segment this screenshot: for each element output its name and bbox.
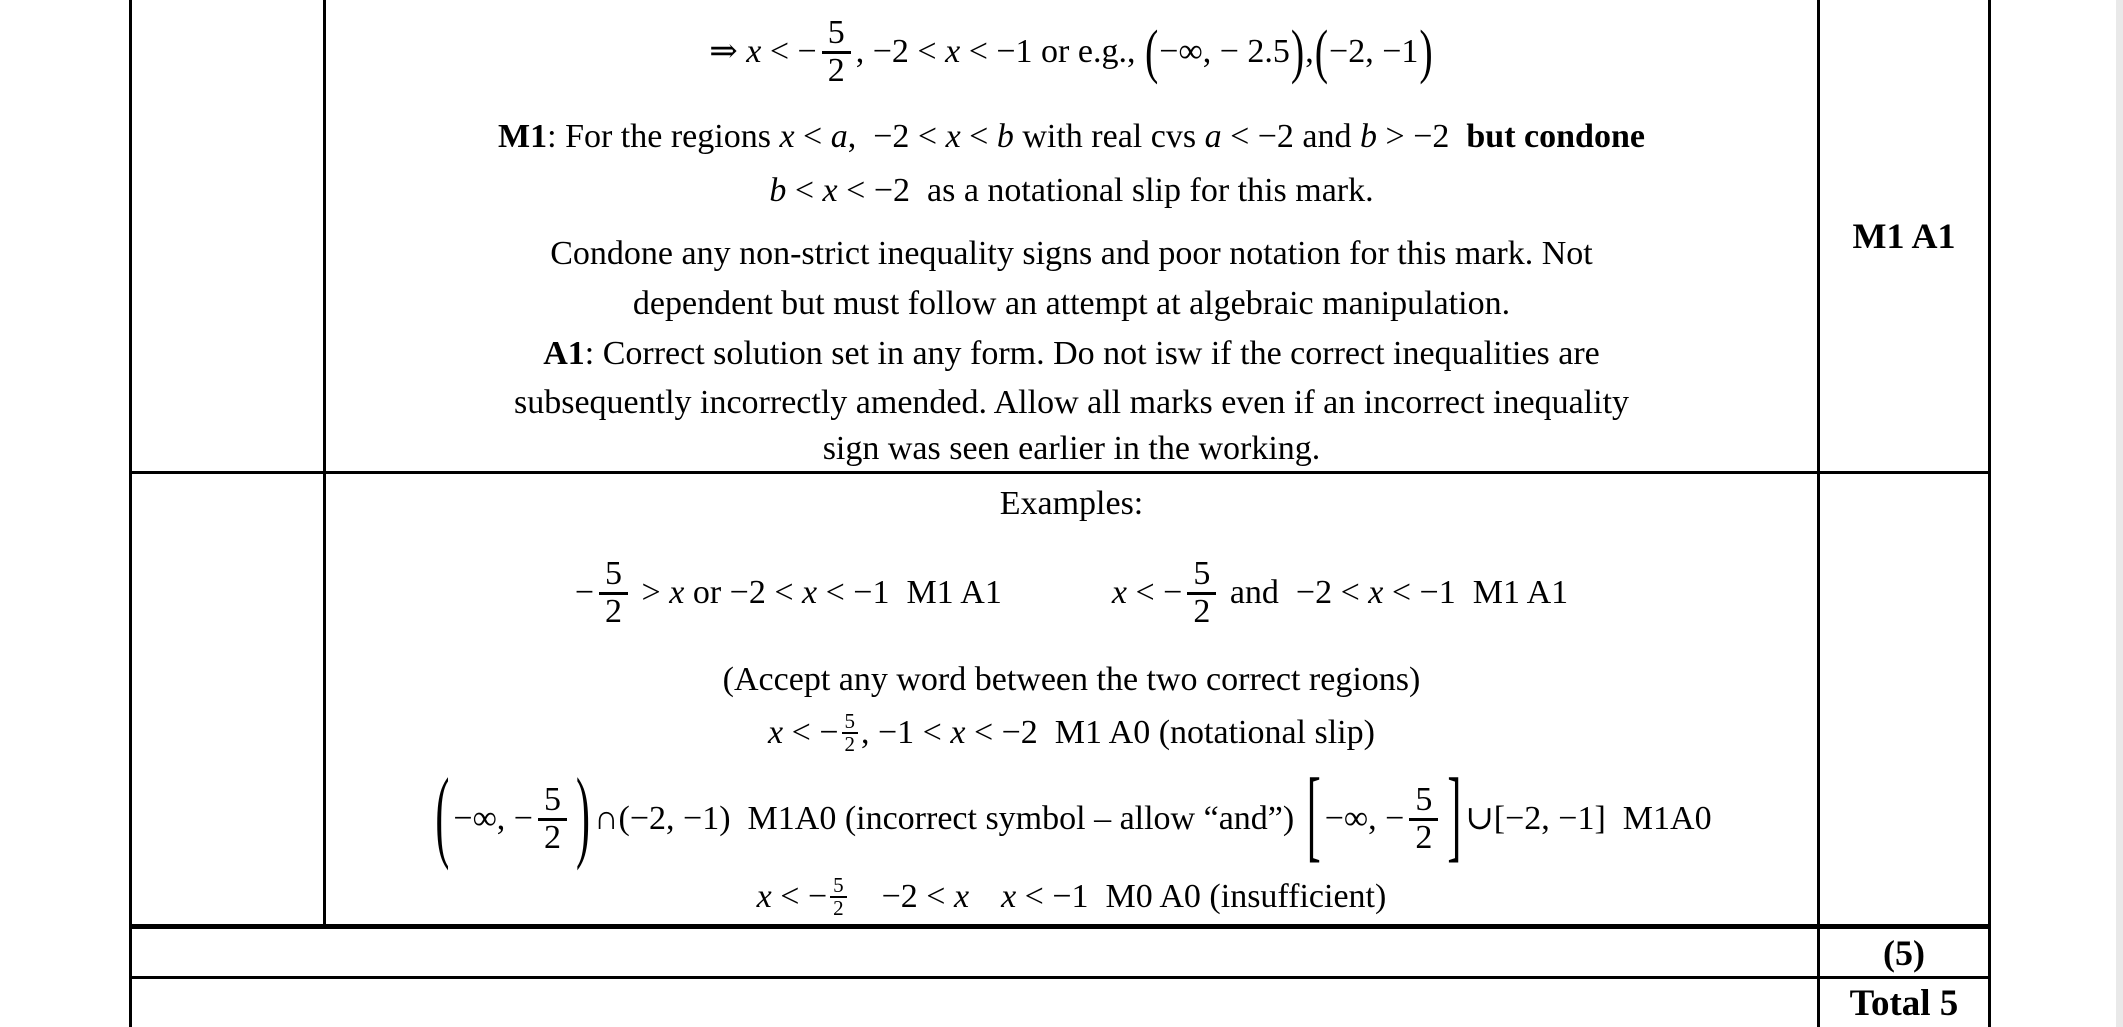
- text-run: < −1 M1 A1: [817, 573, 1002, 611]
- text-run: <: [786, 171, 823, 209]
- fraction-denominator: 2: [844, 732, 855, 756]
- fraction: [538, 780, 567, 856]
- text-run: < −1 M0 A0 (insufficient): [1016, 877, 1387, 915]
- math-line-notational-slip: [326, 702, 1817, 764]
- text-run: −: [574, 573, 595, 611]
- fraction-denominator: 2: [543, 818, 561, 856]
- spacer: [969, 897, 1001, 898]
- text-run: −∞, −: [453, 799, 533, 837]
- bold-text: A1: [543, 334, 585, 372]
- spacer: [1002, 593, 1112, 594]
- fraction: [1187, 554, 1216, 630]
- text-run: and −2 <: [1221, 573, 1369, 611]
- text-run: sign was seen earlier in the working.: [822, 429, 1321, 467]
- bold-text: but condone: [1457, 117, 1645, 155]
- big-delimiter: ): [1419, 18, 1433, 86]
- text-run: subsequently incorrectly amended. Allow all marks even if an incorrect inequality: [513, 383, 1630, 421]
- text-line-a1-note-2: [326, 381, 1817, 425]
- text-run: Examples:: [999, 484, 1144, 522]
- text-run: >: [633, 573, 670, 611]
- spacer: [850, 897, 882, 898]
- text-run: < −: [761, 32, 817, 70]
- text-run: ∩(−2, −1) M1A0 (incorrect symbol – allow “and”): [593, 799, 1303, 837]
- math-variable: a: [1204, 117, 1222, 155]
- text-run: : Correct solution set in any form. Do not isw if the correct inequalities are: [584, 334, 1600, 372]
- fraction: [599, 554, 628, 630]
- fraction-denominator: 2: [605, 592, 623, 630]
- math-variable: x: [950, 713, 966, 751]
- text-run: ⇒: [709, 32, 747, 70]
- text-run: with real cvs: [1013, 117, 1205, 155]
- big-delimiter: ): [1290, 18, 1305, 86]
- text-run: −∞, − 2.5: [1159, 32, 1290, 70]
- marks-cell-row1: [1820, 0, 1988, 471]
- math-variable: x: [779, 117, 795, 155]
- text-run: ∪[−2, −1] M1A0: [1465, 799, 1712, 837]
- math-variable: x: [1368, 573, 1384, 611]
- math-variable: x: [1001, 877, 1017, 915]
- fraction-numerator: 5: [599, 557, 628, 595]
- fraction: [842, 711, 859, 755]
- text-run: (Accept any word between the two correct regions): [722, 660, 1421, 698]
- math-variable: x: [1111, 573, 1127, 611]
- fraction-denominator: 2: [1193, 592, 1211, 630]
- math-line-insufficient: [326, 870, 1817, 924]
- tall-delimiter: ]: [1447, 760, 1462, 874]
- question-total-value: (5): [1883, 932, 1925, 973]
- math-line-m1-note: [326, 114, 1817, 160]
- text-run: Condone any non-strict inequality signs and poor notation for this mark. Not: [550, 234, 1593, 272]
- math-variable: b: [1360, 117, 1378, 155]
- fraction: [830, 875, 847, 919]
- math-variable: b: [769, 171, 787, 209]
- text-run: < −1 M1 A1: [1383, 573, 1569, 611]
- math-variable: x: [756, 877, 772, 915]
- big-delimiter: (: [1314, 18, 1329, 86]
- question-number-cell: [132, 0, 323, 926]
- fraction: [822, 13, 851, 89]
- text-run: −∞, −: [1324, 799, 1405, 837]
- math-variable: x: [746, 32, 762, 70]
- bold-text: M1: [498, 117, 548, 155]
- text-run: > −2: [1377, 117, 1458, 155]
- examples-cell: [326, 474, 1817, 924]
- tall-delimiter: ): [575, 760, 590, 874]
- criteria-cell: [326, 0, 1817, 471]
- text-run: < −: [771, 877, 828, 915]
- text-run: < −2 and: [1221, 117, 1361, 155]
- math-variable: x: [669, 573, 685, 611]
- page-edge-strip: [2116, 0, 2123, 1027]
- text-run: dependent but must follow an attempt at algebraic manipulation.: [632, 284, 1511, 322]
- text-run: −2 <: [881, 877, 954, 915]
- text-run: ,: [1305, 32, 1314, 70]
- text-line-examples-heading: [326, 482, 1817, 526]
- text-run: −2, −1: [1329, 32, 1419, 70]
- math-line-condone-slip: [326, 168, 1817, 214]
- marks-cell-question-total: [1820, 929, 1988, 976]
- big-delimiter: (: [1144, 18, 1159, 86]
- tall-delimiter: (: [435, 760, 450, 874]
- text-run: , −2 <: [855, 32, 946, 70]
- text-line-a1-note: [326, 332, 1817, 376]
- text-run: : For the regions: [547, 117, 780, 155]
- text-run: < −: [783, 713, 839, 751]
- fraction-numerator: 5: [538, 783, 567, 821]
- text-run: <: [794, 117, 831, 155]
- fraction-denominator: 2: [827, 51, 845, 89]
- math-variable: x: [802, 573, 818, 611]
- fraction-numerator: 5: [1409, 783, 1438, 821]
- text-run: , −2 <: [847, 117, 946, 155]
- text-run: < −2 M1 A0 (notational slip): [965, 713, 1375, 751]
- question-total-empty-cell: [132, 929, 1817, 976]
- fraction-denominator: 2: [1415, 818, 1433, 856]
- fraction-numerator: 5: [1187, 557, 1216, 595]
- fraction: [1409, 780, 1438, 856]
- text-run: < −2 as a notational slip for this mark.: [837, 171, 1374, 209]
- text-run: or −2 <: [684, 573, 802, 611]
- text-run: < −: [1126, 573, 1183, 611]
- math-variable: a: [830, 117, 848, 155]
- table-border-right: [1988, 0, 1991, 1027]
- text-line-accept-note: [326, 658, 1817, 702]
- text-line-condone-2: [326, 282, 1817, 326]
- grand-total-empty-cell: [132, 979, 1817, 1027]
- text-line-condone-1: [326, 232, 1817, 276]
- marks-cell-grand-total: [1820, 979, 1988, 1027]
- math-variable: b: [996, 117, 1014, 155]
- text-run: < −1 or e.g.,: [960, 32, 1144, 70]
- math-variable: x: [768, 713, 784, 751]
- text-run: , −1 <: [861, 713, 951, 751]
- fraction-numerator: 5: [842, 711, 859, 734]
- fraction-numerator: 5: [822, 16, 851, 54]
- math-line-answer: [326, 0, 1817, 104]
- math-line-example-1: [326, 534, 1817, 652]
- math-variable: x: [822, 171, 838, 209]
- text-run: <: [960, 117, 997, 155]
- math-variable: x: [945, 32, 961, 70]
- text-line-a1-note-3: [326, 427, 1817, 471]
- math-line-intervals: [326, 762, 1817, 876]
- math-variable: x: [953, 877, 970, 915]
- fraction-numerator: 5: [830, 875, 847, 898]
- fraction-denominator: 2: [833, 896, 844, 920]
- grand-total-value: Total 5: [1849, 982, 1959, 1024]
- tall-delimiter: [: [1306, 760, 1321, 874]
- math-variable: x: [945, 117, 961, 155]
- marks-m1a1: M1 A1: [1852, 215, 1956, 256]
